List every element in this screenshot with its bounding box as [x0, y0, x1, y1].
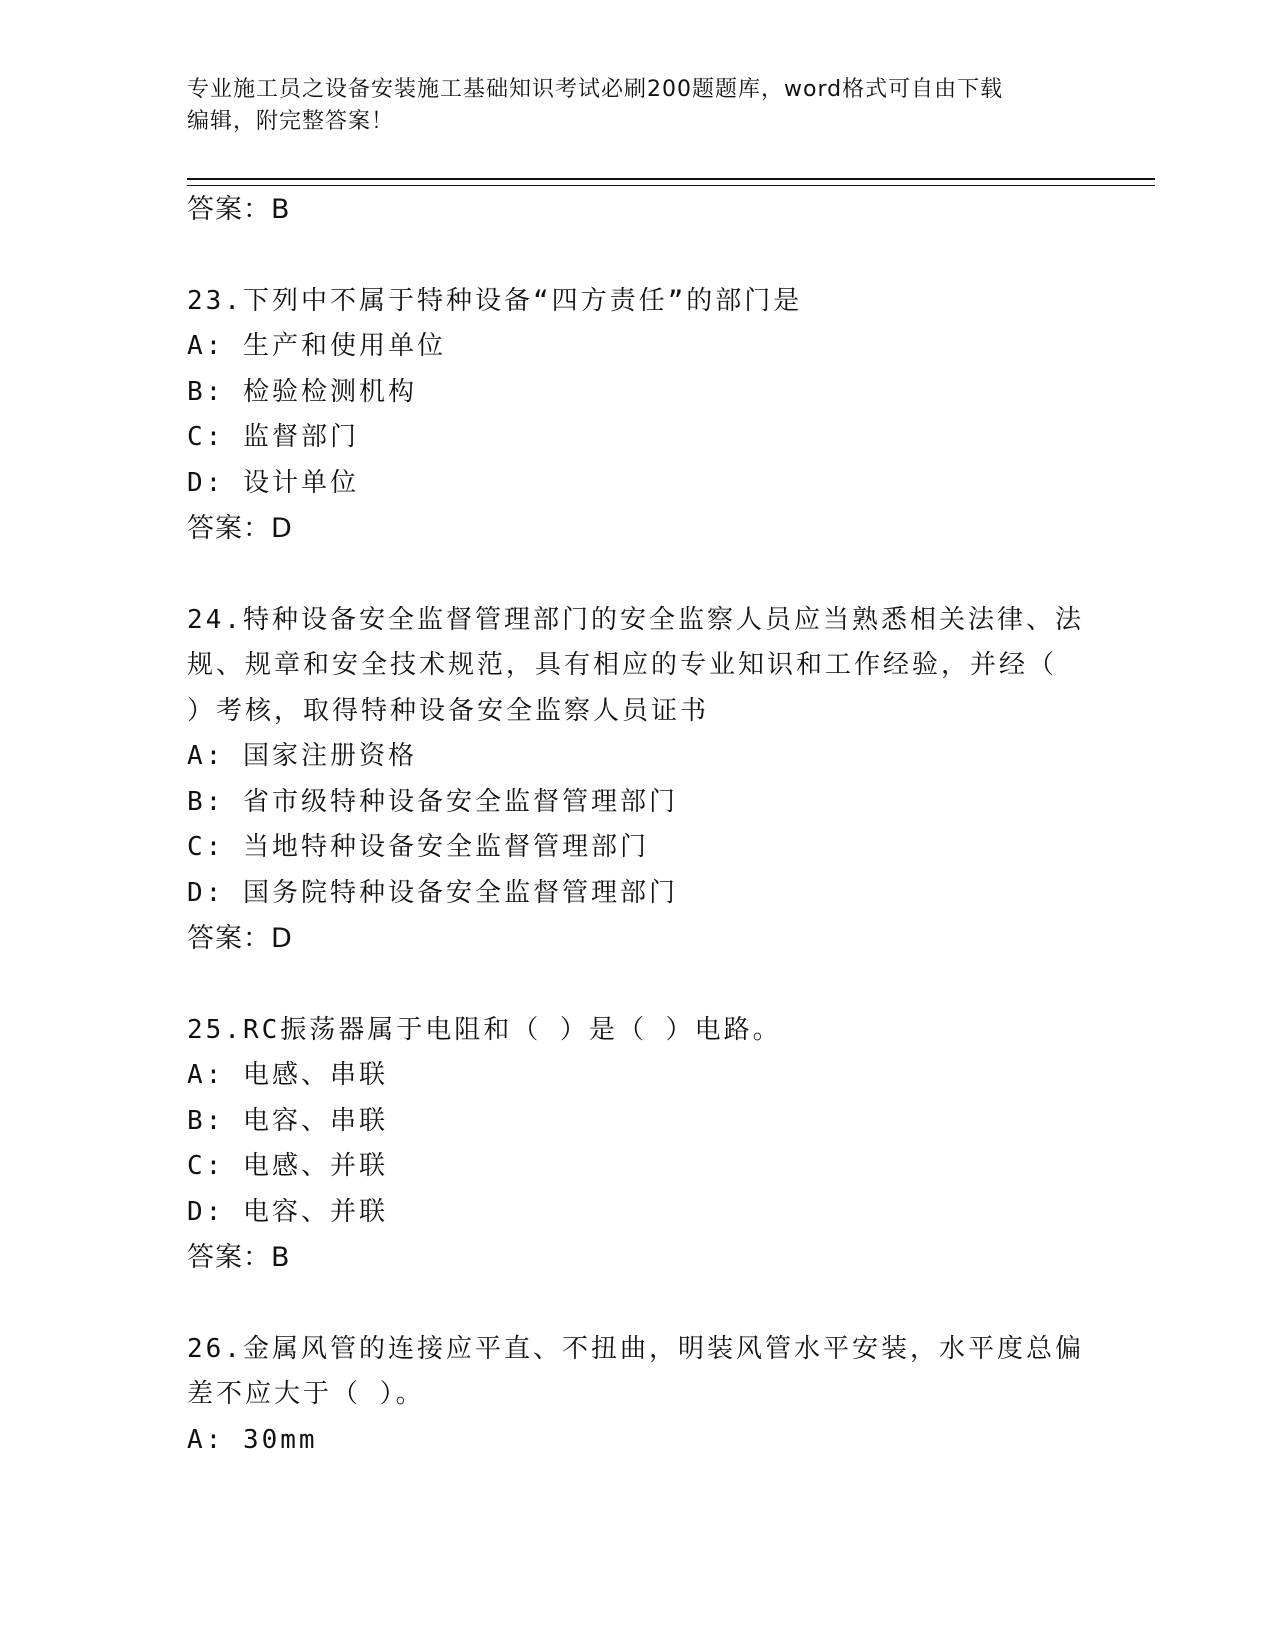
option-a: A: 电感、串联	[187, 1060, 388, 1090]
option-c: C: 当地特种设备安全监督管理部门	[187, 832, 649, 862]
answer: 答案：D	[187, 923, 293, 954]
option-a: A: 国家注册资格	[187, 741, 417, 771]
answer-previous: 答案：B	[187, 194, 291, 225]
header-divider	[187, 178, 1155, 186]
option-a: A: 生产和使用单位	[187, 331, 446, 361]
question-text: 24.特种设备安全监督管理部门的安全监察人员应当熟悉相关法律、法	[187, 604, 1084, 635]
option-d: D: 电容、并联	[187, 1196, 388, 1227]
question-text: ）考核，取得特种设备安全监察人员证书	[187, 695, 710, 726]
option-d: D: 国务院特种设备安全监督管理部门	[187, 877, 678, 908]
question-24	[187, 598, 1087, 962]
question-text: 25.RC振荡器属于电阻和（ ）是（ ）电路。	[187, 1014, 782, 1045]
answer: 答案：D	[187, 513, 293, 544]
option-c: C: 电感、并联	[187, 1151, 388, 1181]
option-a: A: 30mm	[187, 1424, 318, 1455]
option-b: B: 电容、串联	[187, 1105, 388, 1136]
option-list	[187, 1053, 1087, 1235]
question-23	[187, 279, 1087, 552]
option-b: B: 省市级特种设备安全监督管理部门	[187, 786, 678, 817]
option-b: B: 检验检测机构	[187, 376, 417, 407]
header-title-line-1: 专业施工员之设备安装施工基础知识考试必刷200题题库，word格式可自由下载	[187, 77, 1004, 102]
question-text: 26.金属风管的连接应平直、不扭曲，明装风管水平安装，水平度总偏	[187, 1333, 1084, 1364]
option-c: C: 监督部门	[187, 422, 359, 452]
answer: 答案：B	[187, 1242, 291, 1273]
question-text: 规、规章和安全技术规范，具有相应的专业知识和工作经验，并经（	[187, 650, 1058, 680]
question-26	[187, 1327, 1087, 1464]
option-list	[187, 324, 1087, 506]
header-title-line-2: 编辑，附完整答案！	[187, 109, 395, 134]
document-body	[187, 187, 1087, 1463]
option-list	[187, 734, 1087, 916]
question-25	[187, 1008, 1087, 1281]
page-header	[187, 74, 1067, 138]
option-list	[187, 1418, 1087, 1464]
question-text: 差不应大于（ ）。	[187, 1379, 425, 1409]
question-text: 23.下列中不属于特种设备“四方责任”的部门是	[187, 285, 803, 316]
option-d: D: 设计单位	[187, 467, 359, 498]
